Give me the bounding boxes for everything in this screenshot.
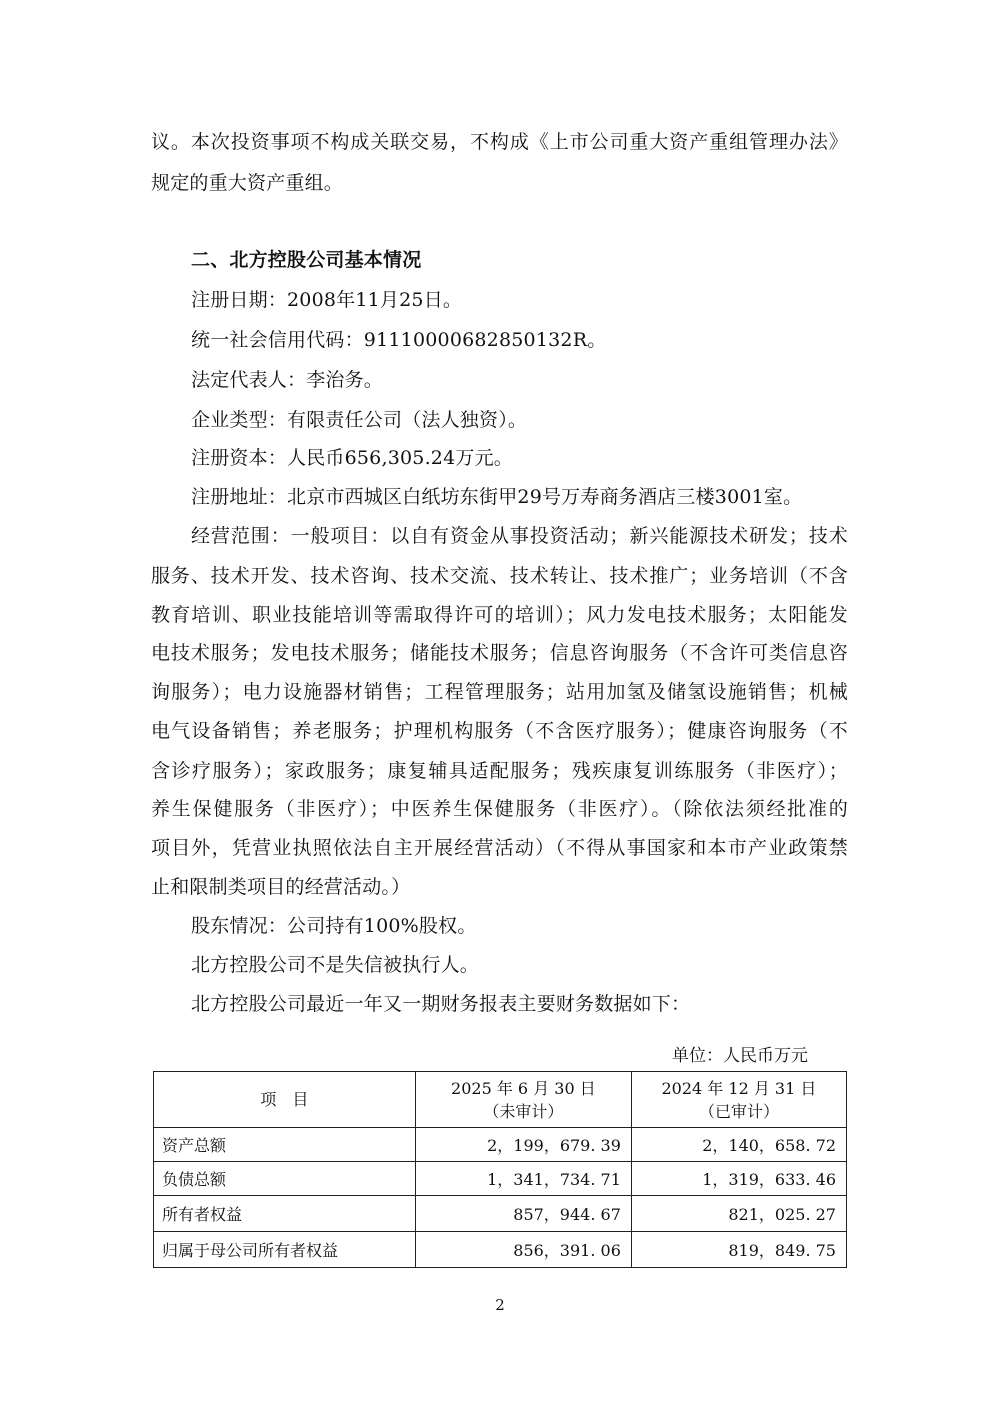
scope-line: 电气设备销售；养老服务；护理机构服务（不含医疗服务）；健康咨询服务（不 [151,720,848,742]
table-row [154,1232,847,1268]
header-col1-date: 2025 年 6 月 30 日 [451,1078,596,1098]
financial-intro: 北方控股公司最近一年又一期财务报表主要财务数据如下： [191,993,691,1015]
header-col1 [415,1072,631,1128]
row-label: 归属于母公司所有者权益 [154,1232,416,1268]
header-col2 [631,1072,846,1128]
scope-line: 项目外，凭营业执照依法自主开展经营活动）（不得从事国家和本市产业政策禁 [151,837,848,859]
header-col2-note: （已审计） [698,1101,779,1121]
intro-line-2: 规定的重大资产重组。 [151,172,344,194]
scope-line: 教育培训、职业技能培训等需取得许可的培训）；风力发电技术服务；太阳能发 [151,604,848,626]
table-row [154,1128,847,1162]
row-value-2025: 2，199，679. 39 [415,1128,631,1162]
table-row [154,1162,847,1196]
table-header-row [154,1072,847,1128]
row-value-2025: 856，391. 06 [415,1232,631,1268]
row-label: 资产总额 [154,1128,416,1162]
scope-line: 含诊疗服务）；家政服务；康复辅具适配服务；残疾康复训练服务（非医疗）； [151,760,848,782]
row-value-2024: 821，025. 27 [631,1196,846,1232]
header-item: 项 目 [154,1072,416,1128]
scope-line: 服务、技术开发、技术咨询、技术交流、技术转让、技术推广；业务培训（不含 [151,565,848,587]
row-label: 负债总额 [154,1162,416,1196]
scope-line: 电技术服务；发电技术服务；储能技术服务；信息咨询服务（不含许可类信息咨 [151,642,848,664]
not-defaulter-statement: 北方控股公司不是失信被执行人。 [191,954,480,976]
company-type: 企业类型：有限责任公司（法人独资）。 [191,409,528,431]
scope-line: 经营范围：一般项目：以自有资金从事投资活动；新兴能源技术研发；技术 [191,525,848,547]
row-label: 所有者权益 [154,1196,416,1232]
registered-capital: 注册资本：人民币656,305.24万元。 [191,447,513,469]
row-value-2024: 1，319，633. 46 [631,1162,846,1196]
table-unit: 单位：人民币万元 [672,1046,808,1066]
row-value-2024: 819，849. 75 [631,1232,846,1268]
scope-line: 止和限制类项目的经营活动。） [151,876,411,898]
registered-address: 注册地址：北京市西城区白纸坊东街甲29号万寿商务酒店三楼3001室。 [191,486,803,508]
shareholder-info: 股东情况：公司持有100%股权。 [191,915,477,937]
scope-line: 养生保健服务（非医疗）；中医养生保健服务（非医疗）。（除依法须经批准的 [151,798,848,820]
page-number: 2 [495,1296,505,1314]
table-row [154,1196,847,1232]
section-heading: 二、北方控股公司基本情况 [191,249,422,271]
row-value-2024: 2，140，658. 72 [631,1128,846,1162]
legal-representative: 法定代表人：李治务。 [191,369,384,391]
header-col1-note: （未审计） [483,1101,564,1121]
header-col2-date: 2024 年 12 月 31 日 [661,1078,817,1098]
financial-table [153,1071,847,1268]
row-value-2025: 1，341，734. 71 [415,1162,631,1196]
credit-code: 统一社会信用代码：91110000682850132R。 [191,329,607,351]
scope-line: 询服务）；电力设施器材销售；工程管理服务；站用加氢及储氢设施销售；机械 [151,681,848,703]
row-value-2025: 857，944. 67 [415,1196,631,1232]
intro-line-1: 议。本次投资事项不构成关联交易，不构成《上市公司重大资产重组管理办法》 [151,131,848,153]
registration-date: 注册日期：2008年11月25日。 [191,289,463,311]
